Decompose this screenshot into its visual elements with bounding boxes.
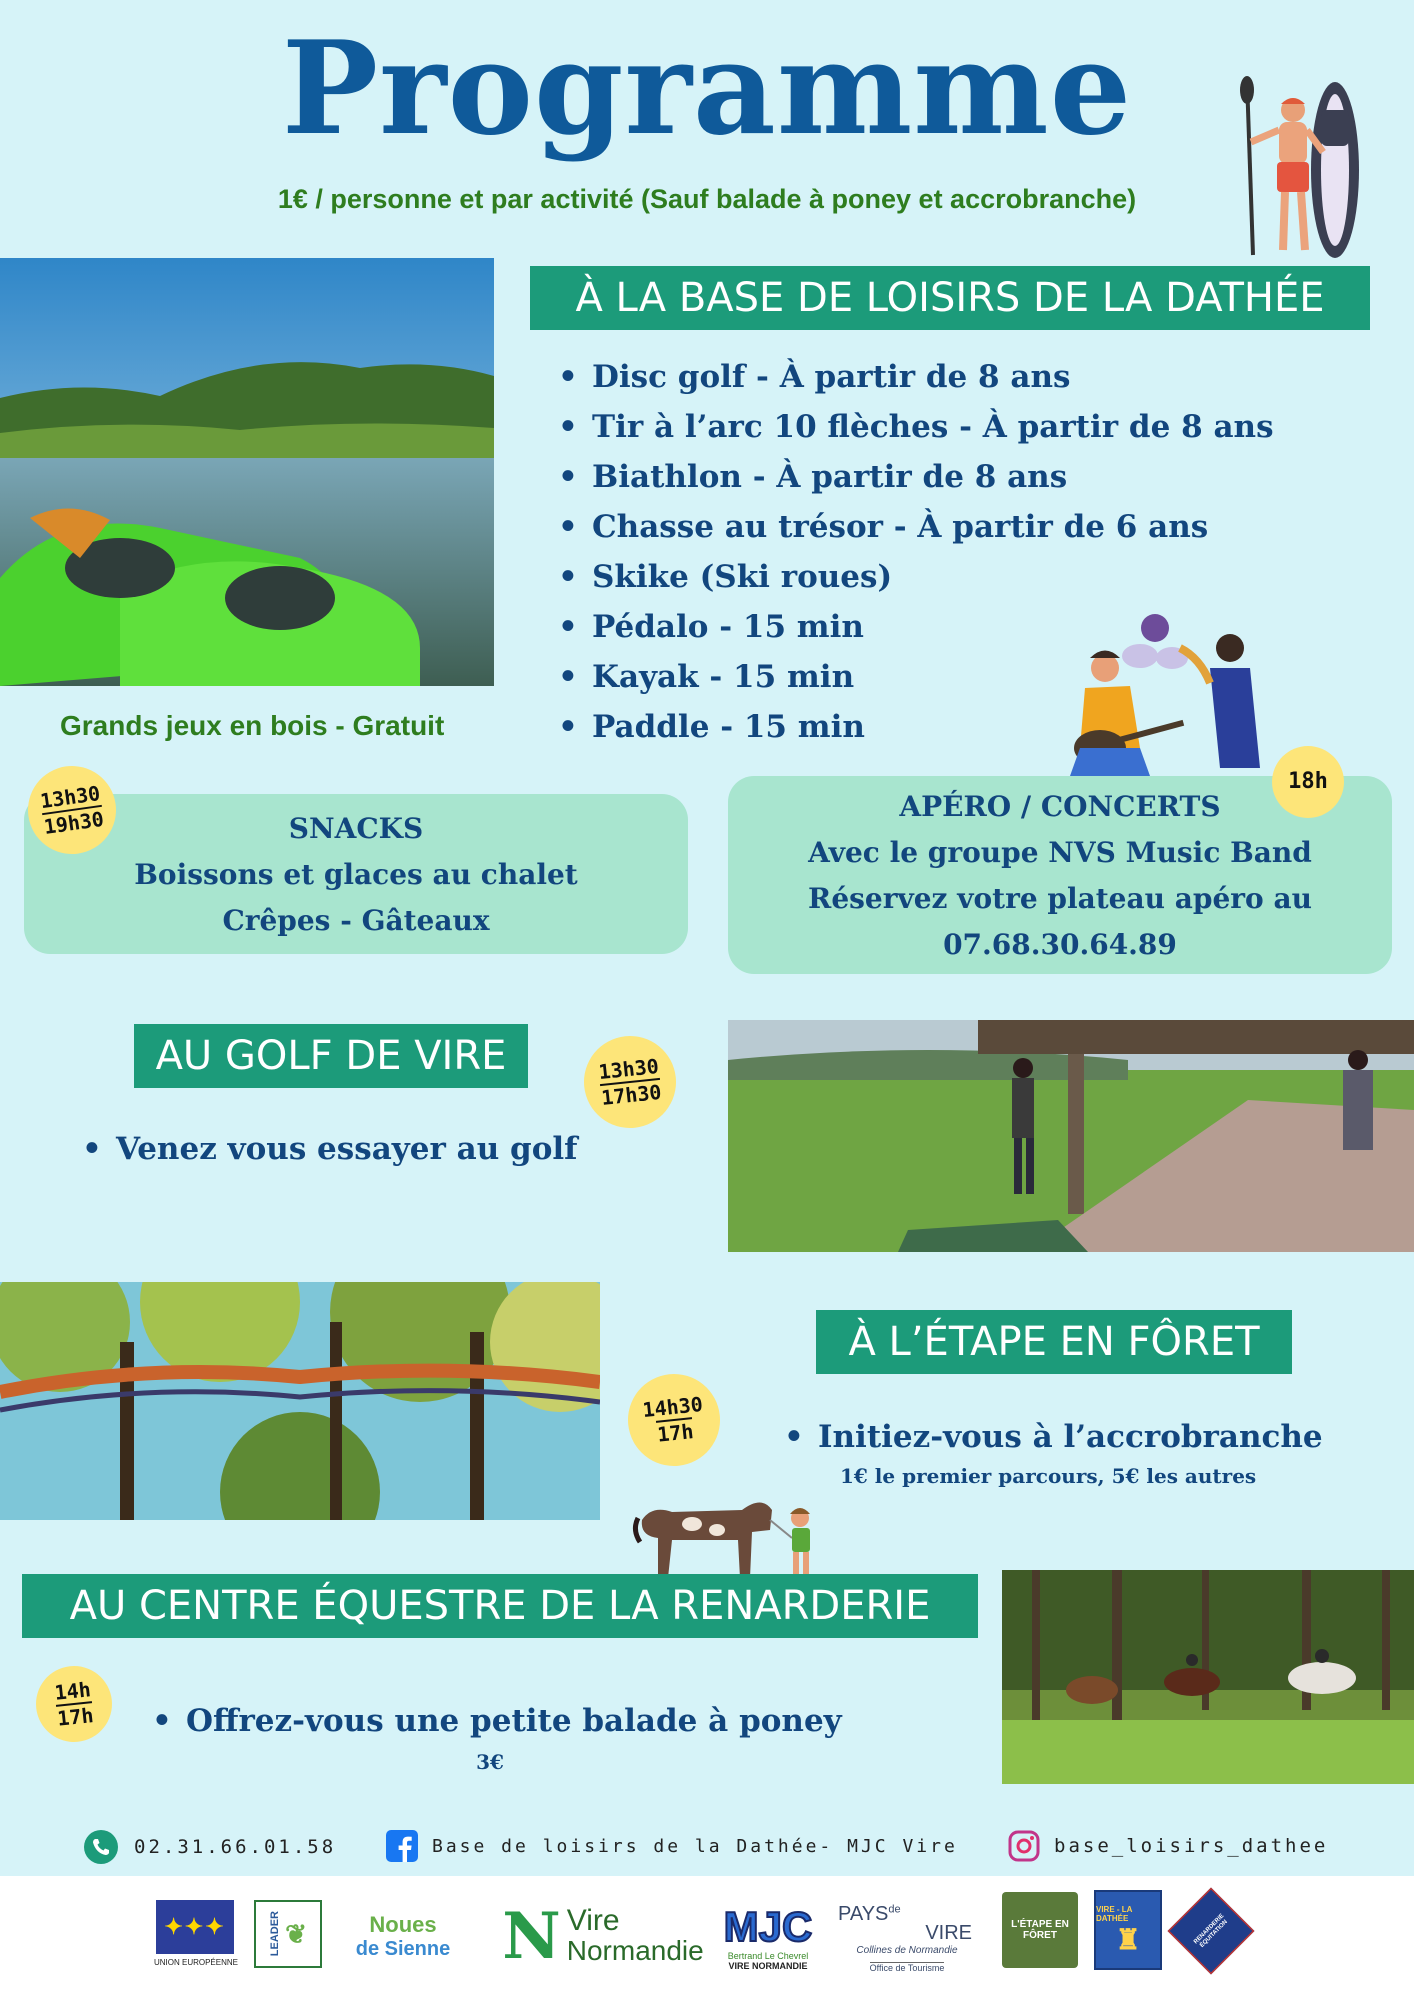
lake-pedalo-photo: [0, 258, 494, 686]
phone-number: 02.31.66.01.58: [134, 1836, 337, 1858]
instagram-handle: base_loisirs_dathee: [1054, 1835, 1329, 1857]
music-band-illustration: [1060, 598, 1270, 776]
time-start: 18h: [1288, 769, 1328, 794]
golf-activity-list: [78, 1124, 678, 1174]
apero-phone: 07.68.30.64.89: [943, 928, 1177, 961]
time-end: 17h30: [600, 1079, 663, 1111]
golf-heading: AU GOLF DE VIRE: [134, 1024, 528, 1088]
time-end: 17h: [56, 1703, 95, 1731]
snacks-box: [24, 794, 688, 954]
list-item: • Kayak - 15 min: [554, 652, 1354, 702]
contact-instagram: [1008, 1830, 1328, 1862]
list-item: • Chasse au trésor - À partir de 6 ans: [554, 502, 1354, 552]
foret-activity-list: [780, 1412, 1400, 1462]
contact-facebook: [386, 1830, 958, 1862]
treetop-adventure-photo: [0, 1282, 600, 1520]
equestre-heading: AU CENTRE ÉQUESTRE DE LA RENARDERIE: [22, 1574, 978, 1638]
equestre-price: 3€: [476, 1750, 504, 1774]
horse-ride-photo: [1002, 1570, 1414, 1784]
snacks-title: SNACKS: [288, 812, 424, 845]
list-item: • Venez vous essayer au golf: [78, 1124, 678, 1174]
contact-phone: [84, 1830, 336, 1864]
facebook-icon: [386, 1830, 418, 1862]
list-item: • Offrez-vous une petite balade à poney: [148, 1696, 908, 1746]
wood-games-caption: Grands jeux en bois - Gratuit: [60, 710, 445, 741]
vire-normandie-logo: N Vire Normandie: [502, 1898, 704, 1974]
paddle-person-illustration: [1225, 70, 1375, 260]
time-start: 14h: [53, 1677, 92, 1705]
noues-de-sienne-logo: Noues de Sienne: [355, 1911, 451, 1960]
facebook-name: Base de loisirs de la Dathée- MJC Vire: [432, 1835, 958, 1857]
equestre-activity-list: [148, 1696, 908, 1746]
time-end: 19h30: [42, 806, 106, 839]
golf-club-logo: VIRE - LA DATHÉE ♜: [1094, 1890, 1162, 1970]
phone-icon: [84, 1830, 118, 1864]
list-item: • Skike (Ski roues): [554, 552, 1354, 602]
equestre-time-badge: [32, 1662, 116, 1746]
castle-icon: ♜: [1115, 1923, 1141, 1955]
pony-child-illustration: [632, 1490, 818, 1578]
list-item: • Paddle - 15 min: [554, 702, 1354, 752]
list-item: • Biathlon - À partir de 8 ans: [554, 452, 1354, 502]
eu-stars-icon: ✦✦✦: [164, 1914, 226, 1939]
renarderie-logo: RENARDERIE ÉQUITATION: [1168, 1888, 1255, 1975]
leaf-icon: ❦: [285, 1918, 307, 1949]
snacks-line-2: Crêpes - Gâteaux: [222, 904, 490, 937]
list-item: • Pédalo - 15 min: [554, 602, 1354, 652]
apero-time-badge: [1272, 746, 1344, 818]
apero-title: APÉRO / CONCERTS: [899, 790, 1221, 823]
foret-time-badge: [623, 1369, 724, 1470]
time-end: 17h: [656, 1419, 695, 1447]
instagram-icon: [1008, 1830, 1040, 1862]
list-item: • Disc golf - À partir de 8 ans: [554, 352, 1354, 402]
leader-logo: LEADER ❦: [254, 1900, 322, 1968]
dathee-heading: À LA BASE DE LOISIRS DE LA DATHÉE: [530, 266, 1370, 330]
time-start: 14h30: [641, 1391, 704, 1423]
list-item: • Tir à l’arc 10 flèches - À partir de 8 ans: [554, 402, 1354, 452]
time-start: 13h30: [597, 1053, 660, 1085]
eu-flag-logo: [156, 1900, 234, 1954]
vire-n-icon: N: [502, 1898, 561, 1974]
time-start: 13h30: [38, 781, 102, 814]
pays-de-vire-logo: $PAYS^{de}$ VIRE Collines de Normandie Office de Tourisme: [838, 1903, 972, 1973]
apero-line-1: Avec le groupe NVS Music Band: [808, 836, 1312, 869]
foret-price: 1€ le premier parcours, 5€ les autres: [840, 1464, 1257, 1488]
etape-en-foret-logo: L'ÉTAPE EN FÔRET: [1002, 1892, 1078, 1968]
snacks-line-1: Boissons et glaces au chalet: [134, 858, 578, 891]
pricing-subtitle: 1€ / personne et par activité (Sauf balade à poney et accrobranche): [277, 184, 1137, 214]
eu-label: UNION EUROPÉENNE: [153, 1958, 238, 1967]
foret-heading: À L’ÉTAPE EN FÔRET: [816, 1310, 1292, 1374]
apero-line-2: Réservez votre plateau apéro au: [808, 882, 1312, 915]
golf-practice-photo: [728, 1020, 1414, 1252]
page-title: Programme: [281, 14, 1133, 164]
list-item: • Initiez-vous à l’accrobranche: [780, 1412, 1400, 1462]
golf-time-badge: [579, 1031, 680, 1132]
mjc-logo: MJC Bertrand Le Chevrel VIRE NORMANDIE: [723, 1903, 813, 1971]
